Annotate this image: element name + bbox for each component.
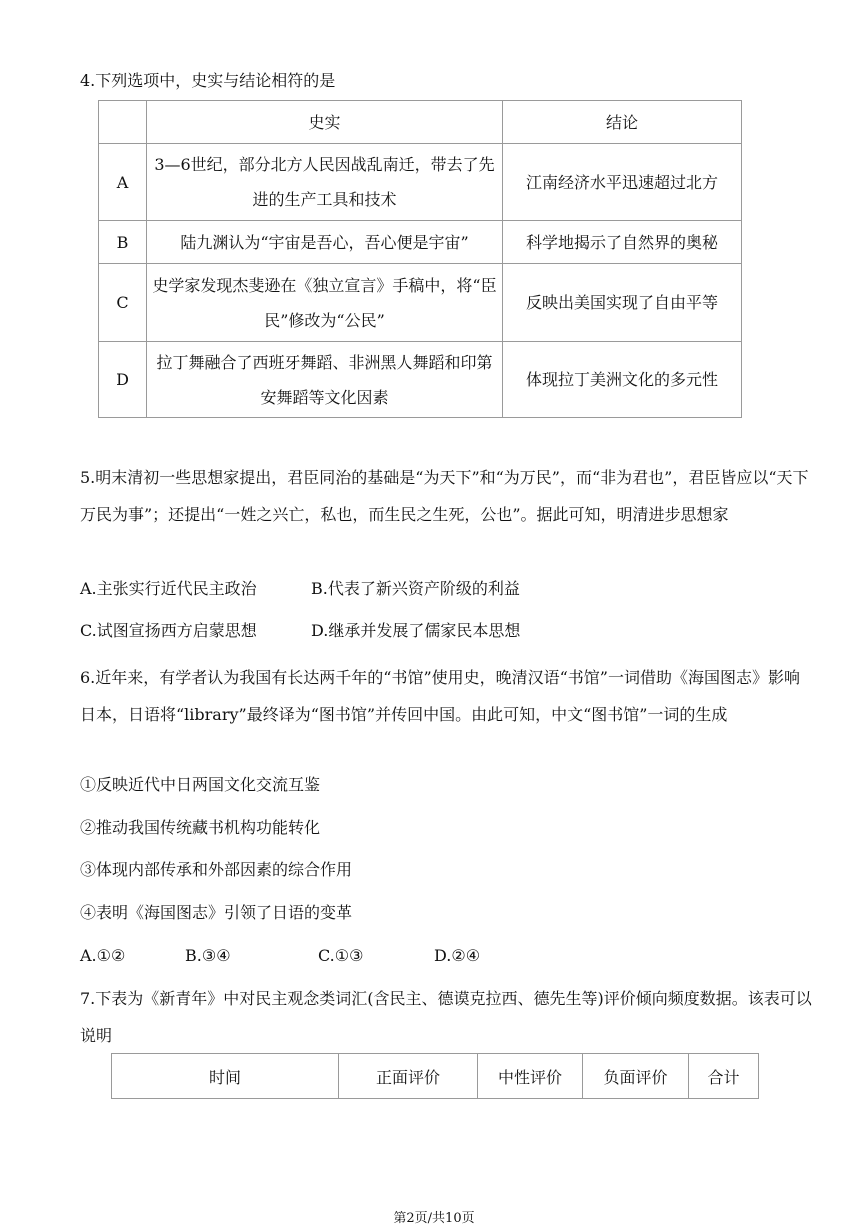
q4-row-a [99, 144, 742, 221]
q5-option-d: D.继承并发展了儒家民本思想 [311, 621, 521, 640]
q6-stem: 6.近年来，有学者认为我国有长达两千年的“书馆”使用史，晚清汉语“书馆”一词借助《海国图志》影响日本，日语将“library”最终译为“图书馆”并传回中国。由此可知，中文“图书馆”一词的生成 [80, 668, 800, 724]
q7-header-time: 时间 [112, 1054, 339, 1099]
q4-header-conclusion: 结论 [503, 101, 742, 144]
q4-stem: 4.下列选项中，史实与结论相符的是 [80, 71, 336, 90]
q4-row-label: C [99, 264, 147, 342]
q5-options-row-2 [80, 619, 520, 643]
q5-stem: 5.明末清初一些思想家提出，君臣同治的基础是“为天下”和“为万民”，而“非为君也”，君臣皆应以“天下万民为事”；还提出“一姓之兴亡，私也，而生民之生死，公也”。据此可知，明清进步思想家 [80, 468, 809, 524]
q4-row-d [99, 342, 742, 418]
q5-option-b: B.代表了新兴资产阶级的利益 [311, 579, 520, 598]
q6-option-b: B.③④ [185, 946, 231, 965]
q4-row-label: D [99, 342, 147, 418]
q6-statement-4: ④表明《海国图志》引领了日语的变革 [80, 903, 353, 922]
q4-row-conclusion: 反映出美国实现了自由平等 [503, 264, 742, 342]
q4-row-fact: 陆九渊认为“宇宙是吾心，吾心便是宇宙” [147, 221, 503, 264]
q4-row-fact: 拉丁舞融合了西班牙舞蹈、非洲黑人舞蹈和印第安舞蹈等文化因素 [147, 342, 503, 418]
q6-option-d: D.②④ [434, 946, 481, 965]
q4-row-conclusion: 体现拉丁美洲文化的多元性 [503, 342, 742, 418]
q4-header-row [99, 101, 742, 144]
page-footer: 第2页/共10页 [393, 1211, 475, 1226]
q5-options-row-1 [80, 577, 520, 601]
q7-stem: 7.下表为《新青年》中对民主观念类词汇(含民主、德谟克拉西、德先生等)评价倾向频度数据。该表可以说明 [80, 989, 812, 1045]
q6-option-c: C.①③ [318, 946, 364, 965]
q4-row-fact: 3—6世纪，部分北方人民因战乱南迁，带去了先进的生产工具和技术 [147, 144, 503, 221]
q5-option-a: A.主张实行近代民主政治 [80, 579, 257, 598]
q4-row-fact: 史学家发现杰斐逊在《独立宣言》手稿中，将“臣民”修改为“公民” [147, 264, 503, 342]
q7-header-row [112, 1054, 759, 1099]
q4-row-label: B [99, 221, 147, 264]
q7-header-negative: 负面评价 [583, 1054, 689, 1099]
q6-statement-1: ①反映近代中日两国文化交流互鉴 [80, 775, 321, 794]
q4-row-c [99, 264, 742, 342]
q4-row-b [99, 221, 742, 264]
q6-option-a: A.①② [80, 946, 126, 965]
q6-statement-3: ③体现内部传承和外部因素的综合作用 [80, 860, 353, 879]
q4-table [98, 100, 742, 418]
q6-statement-2: ②推动我国传统藏书机构功能转化 [80, 818, 321, 837]
q4-header-blank [99, 101, 147, 144]
q7-header-positive: 正面评价 [339, 1054, 478, 1099]
q5-option-c: C.试图宣扬西方启蒙思想 [80, 621, 257, 640]
q7-table [111, 1053, 759, 1099]
q4-row-conclusion: 江南经济水平迅速超过北方 [503, 144, 742, 221]
q4-row-label: A [99, 144, 147, 221]
q7-header-neutral: 中性评价 [478, 1054, 583, 1099]
q6-options-row [80, 944, 480, 968]
q4-row-conclusion: 科学地揭示了自然界的奥秘 [503, 221, 742, 264]
q4-header-fact: 史实 [147, 101, 503, 144]
q7-header-total: 合计 [689, 1054, 759, 1099]
